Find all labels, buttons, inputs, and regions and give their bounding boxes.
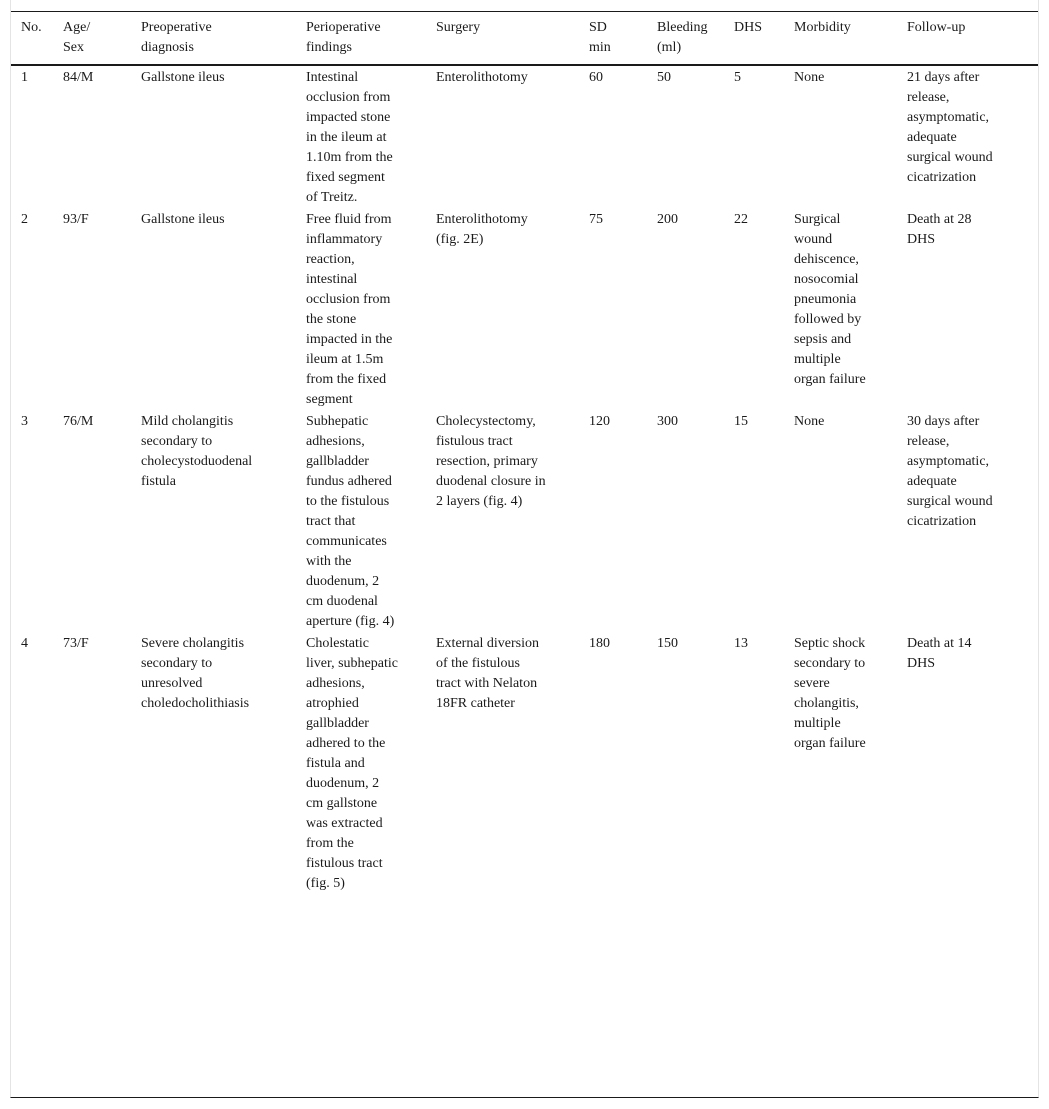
cell-morbidity: [794, 208, 907, 410]
header-perioperative-findings: Perioperative findings: [306, 12, 436, 66]
cell-preoperative-diagnosis: [141, 632, 306, 894]
table-row: [11, 208, 1038, 410]
table-header-row: [11, 12, 1038, 66]
header-morbidity: Morbidity: [794, 12, 907, 66]
cell-dhs: 5: [734, 70, 741, 85]
cell-perioperative-findings: [306, 208, 436, 410]
findings-text: Free fluid from inflammatory reaction, intestinal occlusion from the stone impacted in the ileum at 1.5m from the fixed segment: [306, 212, 393, 407]
cell-bleeding: 200: [657, 212, 678, 227]
header-preoperative-diagnosis: Preoperative diagnosis: [141, 12, 306, 66]
cell-perioperative-findings: [306, 65, 436, 208]
header-age-sex: Age/ Sex: [63, 12, 141, 66]
follow-up-text: Death at 28 DHS: [907, 212, 972, 247]
cell-preoperative-diagnosis: [141, 410, 306, 632]
cell-sd-min: 120: [589, 414, 610, 429]
header-sd-min: SD min: [589, 12, 657, 66]
cell-preoperative-diagnosis: Gallstone ileus: [141, 70, 225, 85]
cell-perioperative-findings: [306, 410, 436, 632]
findings-text: Cholestatic liver, subhepatic adhesions, atrophied gallbladder adhered to the fistula and duodenum, 2 cm gallstone was extracted from the fistulous tract (fig. 5): [306, 636, 398, 891]
cell-follow-up: [907, 632, 1038, 894]
header-surgery: Surgery: [436, 12, 589, 66]
follow-up-text: 21 days after release, asymptomatic, adequate surgical wound cicatrization: [907, 70, 993, 185]
cell-surgery: [436, 410, 589, 632]
cell-age-sex: 93/F: [63, 212, 89, 227]
surgery-text: External diversion of the fistulous tract with Nelaton 18FR catheter: [436, 636, 540, 711]
cell-dhs: 22: [734, 212, 748, 227]
cell-follow-up: [907, 65, 1038, 208]
surgery-text: Enterolithotomy (fig. 2E): [436, 212, 528, 247]
cell-morbidity: None: [794, 414, 825, 429]
cell-sd-min: 75: [589, 212, 603, 227]
morbidity-text: Surgical wound dehiscence, nosocomial pneumonia followed by sepsis and multiple organ failure: [794, 212, 866, 387]
cell-age-sex: 76/M: [63, 414, 94, 429]
cell-dhs: 13: [734, 636, 748, 651]
cell-follow-up: [907, 410, 1038, 632]
morbidity-text: None: [794, 70, 825, 85]
cell-no: 2: [21, 212, 28, 227]
cell-surgery: [436, 208, 589, 410]
cell-surgery: Enterolithotomy: [436, 70, 528, 85]
cell-no: 3: [21, 414, 28, 429]
header-no: No.: [11, 12, 63, 66]
table-row: [11, 632, 1038, 894]
cell-bleeding: 150: [657, 636, 678, 651]
cell-perioperative-findings: [306, 632, 436, 894]
cell-dhs: 15: [734, 414, 748, 429]
table-row: [11, 65, 1038, 208]
cell-no: 4: [21, 636, 28, 651]
cell-age-sex: 73/F: [63, 636, 89, 651]
morbidity-text: Septic shock secondary to severe cholangitis, multiple organ failure: [794, 636, 866, 751]
cell-preoperative-diagnosis: Gallstone ileus: [141, 212, 225, 227]
cell-sd-min: 180: [589, 636, 610, 651]
follow-up-text: 30 days after release, asymptomatic, adequate surgical wound cicatrization: [907, 414, 993, 529]
cell-morbidity: [794, 65, 907, 208]
cell-sd-min: 60: [589, 70, 603, 85]
table-row: [11, 410, 1038, 632]
findings-text: Subhepatic adhesions, gallbladder fundus adhered to the fistulous tract that communicates with the duodenum, 2 cm duodenal aperture (fig. 4): [306, 414, 395, 629]
cell-follow-up: [907, 208, 1038, 410]
surgery-text: Cholecystectomy, fistulous tract resection, primary duodenal closure in 2 layers (fig. 4): [436, 414, 546, 509]
cell-no: 1: [21, 70, 28, 85]
cell-morbidity: [794, 632, 907, 894]
clinical-cases-table: [11, 11, 1038, 894]
diagnosis-text: Severe cholangitis secondary to unresolved choledocholithiasis: [141, 636, 250, 711]
header-follow-up: Follow-up: [907, 12, 1038, 66]
findings-text: Intestinal occlusion from impacted stone in the ileum at 1.10m from the fixed segment of Treitz.: [306, 70, 393, 205]
header-bleeding: Bleeding (ml): [657, 12, 734, 66]
diagnosis-text: Mild cholangitis secondary to cholecystoduodenal fistula: [141, 414, 253, 489]
follow-up-text: Death at 14 DHS: [907, 636, 972, 671]
header-dhs: DHS: [734, 12, 794, 66]
cell-age-sex: 84/M: [63, 70, 94, 85]
cell-bleeding: 300: [657, 414, 678, 429]
cell-bleeding: 50: [657, 70, 671, 85]
cell-surgery: [436, 632, 589, 894]
